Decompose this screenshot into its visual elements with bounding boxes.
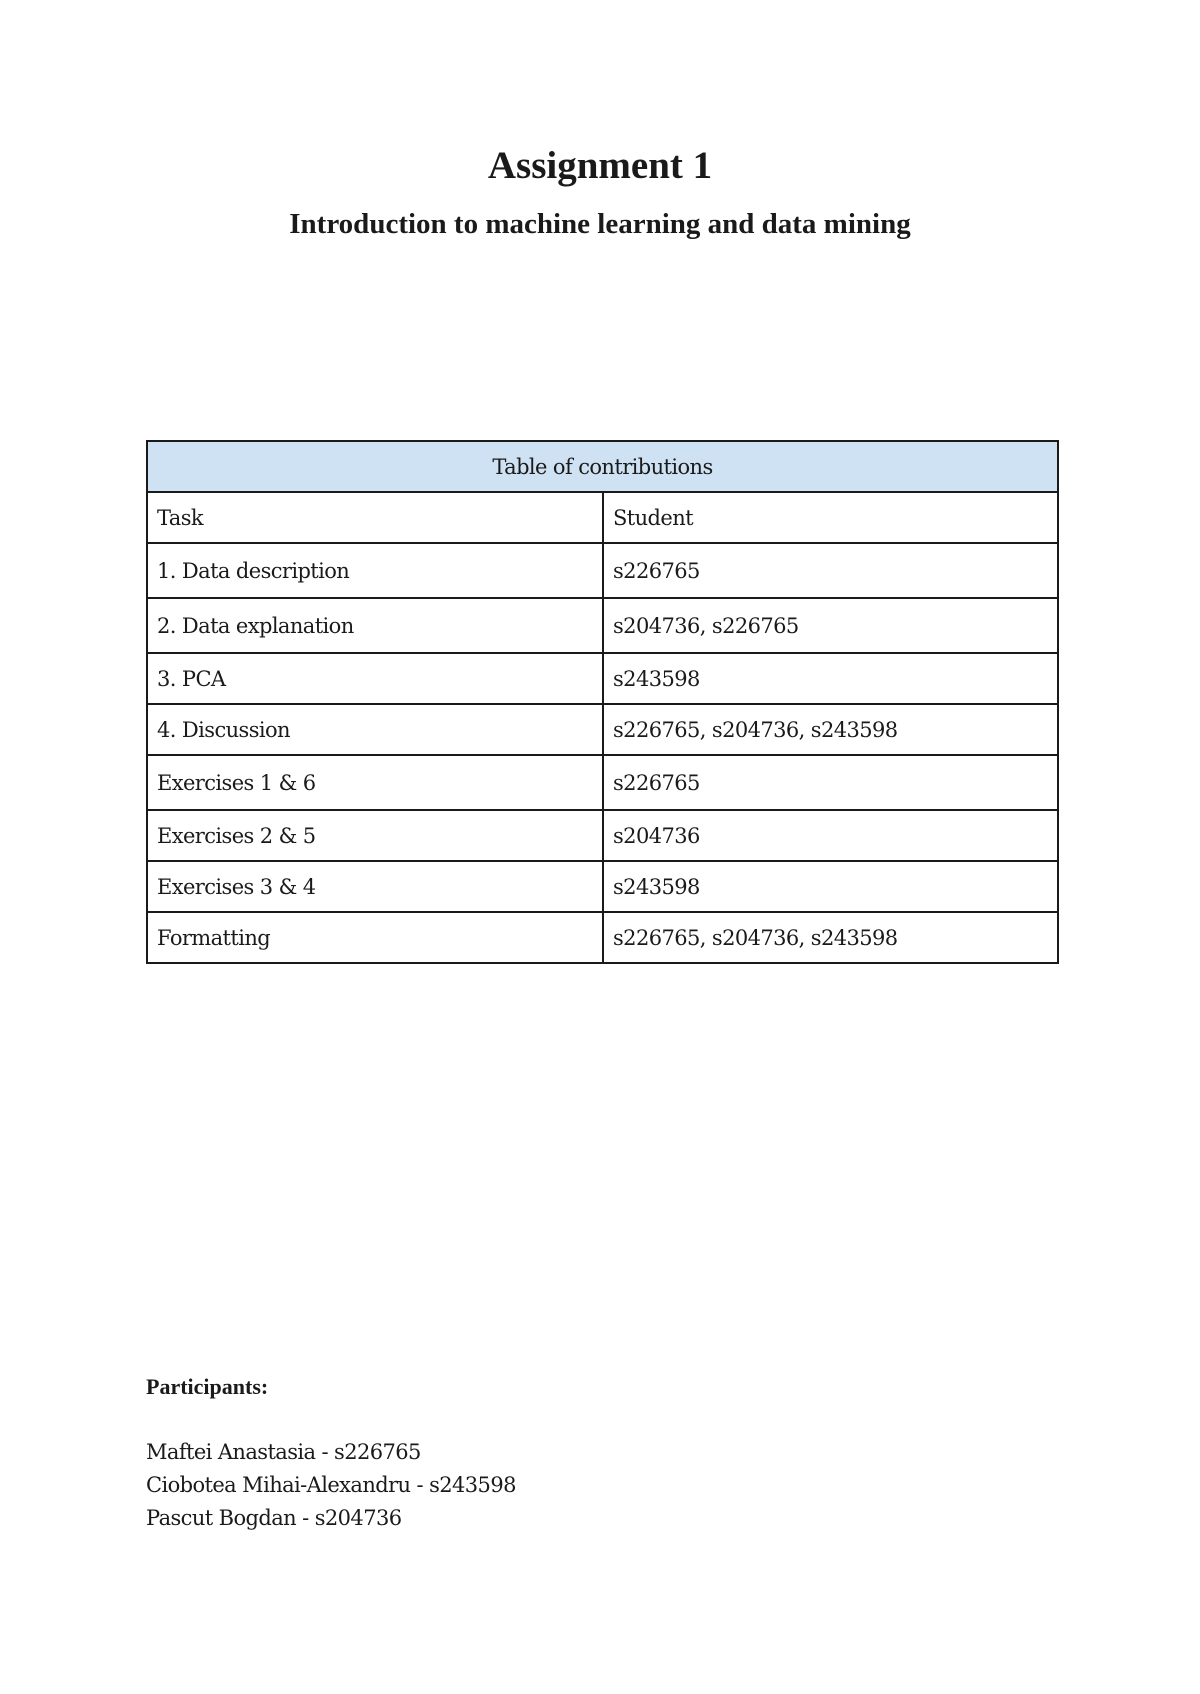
table-row (147, 912, 1058, 963)
task-cell: 1. Data description (147, 543, 603, 598)
table-row (147, 755, 1058, 810)
table-row (147, 704, 1058, 755)
contributions-table (146, 440, 1059, 964)
student-cell: s226765 (603, 543, 1058, 598)
column-header-student: Student (603, 492, 1058, 543)
table-caption: Table of contributions (147, 441, 1058, 492)
task-cell: 3. PCA (147, 653, 603, 704)
participant-entry: Maftei Anastasia - s226765 (146, 1440, 421, 1464)
task-cell: Exercises 1 & 6 (147, 755, 603, 810)
student-cell: s226765, s204736, s243598 (603, 912, 1058, 963)
table-row (147, 810, 1058, 861)
table-header-row (147, 492, 1058, 543)
task-cell: 4. Discussion (147, 704, 603, 755)
table-row (147, 861, 1058, 912)
participants-section (146, 1372, 516, 1535)
student-cell: s204736 (603, 810, 1058, 861)
column-header-task: Task (147, 492, 603, 543)
participant-entry: Pascut Bogdan - s204736 (146, 1506, 402, 1530)
participants-heading: Participants: (146, 1374, 269, 1399)
task-cell: 2. Data explanation (147, 598, 603, 653)
student-cell: s226765 (603, 755, 1058, 810)
student-cell: s243598 (603, 861, 1058, 912)
document-subtitle: Introduction to machine learning and data mining (289, 208, 911, 240)
task-cell: Formatting (147, 912, 603, 963)
student-cell: s226765, s204736, s243598 (603, 704, 1058, 755)
table-row (147, 543, 1058, 598)
student-cell: s204736, s226765 (603, 598, 1058, 653)
table-row (147, 598, 1058, 653)
task-cell: Exercises 2 & 5 (147, 810, 603, 861)
student-cell: s243598 (603, 653, 1058, 704)
participant-entry: Ciobotea Mihai-Alexandru - s243598 (146, 1473, 516, 1497)
task-cell: Exercises 3 & 4 (147, 861, 603, 912)
table-row (147, 653, 1058, 704)
document-title: Assignment 1 (487, 144, 713, 187)
